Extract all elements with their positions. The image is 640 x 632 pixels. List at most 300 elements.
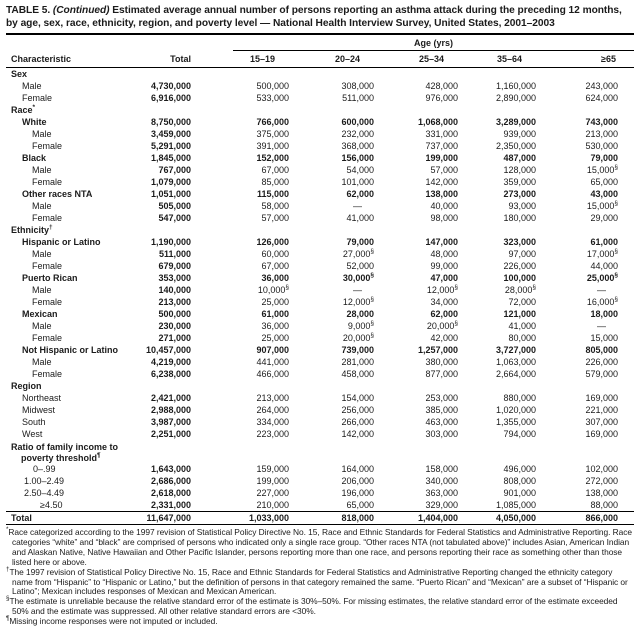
cell-35-64: 41,000: [508, 321, 536, 331]
cell-20-24: 256,000: [341, 405, 374, 415]
cell-15-19: 375,000: [256, 129, 289, 139]
cell-20-24: 156,000: [341, 153, 374, 163]
cell-35-64: 939,000: [503, 129, 536, 139]
cell-65plus: 221,000: [585, 405, 618, 415]
cell-65plus: [536, 284, 634, 296]
suppressed-value-dash: —: [353, 285, 362, 295]
cell-35-64: 273,000: [503, 189, 536, 199]
row-label: Female: [32, 177, 63, 187]
table-row: [6, 463, 634, 475]
cell-total: 2,421,000: [150, 393, 191, 403]
cell-total: 2,686,000: [150, 476, 191, 486]
row-label: Male: [32, 165, 52, 175]
table-row: [6, 140, 634, 152]
cell-65plus: 15,000§: [586, 164, 618, 175]
footnote-marker: *: [32, 104, 36, 111]
cell-65plus: 88,000: [590, 500, 618, 510]
cell-20-24: [289, 200, 374, 212]
cell-65plus: 44,000: [590, 261, 618, 271]
suppressed-value-dash: —: [597, 321, 606, 331]
table-row: [6, 332, 634, 344]
cell-35-64: 226,000: [503, 261, 536, 271]
cell-20-24: 27,000§: [342, 248, 374, 259]
continued-label: (Continued): [52, 5, 110, 16]
cell-15-19: 210,000: [256, 500, 289, 510]
cell-25-34: 385,000: [425, 405, 458, 415]
cell-25-34: 329,000: [425, 500, 458, 510]
cell-total: 271,000: [158, 333, 191, 343]
cell-35-64: 93,000: [508, 201, 536, 211]
cell-15-19: 85,000: [261, 177, 289, 187]
cell-25-34: 1,068,000: [417, 117, 458, 127]
cell-20-24: 9,000§: [347, 320, 374, 331]
cell-20-24: 232,000: [341, 129, 374, 139]
cell-total: 1,643,000: [150, 464, 191, 474]
cell-15-19: 334,000: [256, 417, 289, 427]
table-row: [6, 176, 634, 188]
table-row: [6, 128, 634, 140]
cell-65plus: [536, 320, 634, 332]
row-label: White: [22, 117, 47, 127]
cell-35-64: 2,890,000: [495, 93, 536, 103]
cell-20-24: 54,000: [346, 165, 374, 175]
row-label: 1.00–2.49: [24, 476, 65, 486]
cell-25-34: 142,000: [425, 177, 458, 187]
table-row: [6, 499, 634, 512]
cell-15-19: 213,000: [256, 393, 289, 403]
row-label: Mexican: [22, 309, 58, 319]
cell-20-24: 20,000§: [342, 332, 374, 343]
cell-25-34: 138,000: [425, 189, 458, 199]
section-label: Ethnicity†: [11, 224, 53, 235]
table-row: [6, 236, 634, 248]
cell-25-34: 98,000: [430, 213, 458, 223]
cell-total: 3,987,000: [150, 417, 191, 427]
cell-20-24: 79,000: [346, 237, 374, 247]
cell-total: 10,457,000: [145, 345, 191, 355]
row-label: Male: [32, 201, 52, 211]
cell-25-34: 380,000: [425, 357, 458, 367]
table-row: [6, 416, 634, 428]
cell-65plus: 213,000: [585, 129, 618, 139]
cell-20-24: 818,000: [289, 512, 374, 525]
unreliable-estimate-marker: §: [614, 248, 618, 255]
table-row: [6, 200, 634, 212]
age-group-spacer: [6, 35, 191, 51]
cell-25-34: 99,000: [430, 261, 458, 271]
table-row: [6, 284, 634, 296]
cell-25-34: 42,000: [430, 333, 458, 343]
section-label: Region: [11, 381, 42, 391]
cell-20-24: [289, 284, 374, 296]
cell-65plus: 866,000: [536, 512, 634, 525]
cell-total: 679,000: [158, 261, 191, 271]
cell-15-19: 67,000: [261, 165, 289, 175]
cell-20-24: 30,000§: [342, 272, 374, 283]
cell-25-34: 976,000: [425, 93, 458, 103]
row-label: Other races NTA: [22, 189, 93, 199]
row-label: Female: [32, 213, 63, 223]
row-label: Male: [32, 321, 52, 331]
unreliable-estimate-marker: §: [454, 284, 458, 291]
cell-35-64: 121,000: [503, 309, 536, 319]
cell-15-19: 441,000: [256, 357, 289, 367]
section-label: Race*: [11, 104, 36, 115]
cell-25-34: 40,000: [430, 201, 458, 211]
col-header-characteristic: Characteristic: [6, 51, 126, 68]
cell-20-24: 12,000§: [342, 296, 374, 307]
cell-total: 1,190,000: [150, 237, 191, 247]
cell-20-24: 62,000: [346, 189, 374, 199]
table-row: [6, 487, 634, 499]
row-label: Midwest: [22, 405, 56, 415]
cell-15-19: 57,000: [261, 213, 289, 223]
cell-15-19: 36,000: [261, 273, 289, 283]
cell-65plus: 43,000: [590, 189, 618, 199]
row-label: Female: [32, 141, 63, 151]
section-spacer: [126, 380, 634, 392]
row-label: Black: [22, 153, 47, 163]
cell-25-34: 48,000: [430, 249, 458, 259]
cell-20-24: 511,000: [342, 93, 374, 103]
cell-20-24: 600,000: [341, 117, 374, 127]
row-label: Female: [32, 333, 63, 343]
table-row: [6, 344, 634, 356]
cell-35-64: 1,355,000: [495, 417, 536, 427]
cell-35-64: 1,160,000: [495, 81, 536, 91]
cell-total: 1,845,000: [150, 153, 191, 163]
cell-20-24: 458,000: [341, 369, 374, 379]
section-spacer: [126, 224, 634, 236]
cell-total: 2,988,000: [150, 405, 191, 415]
footnote-marker: †: [49, 224, 53, 231]
cell-25-34: 303,000: [425, 429, 458, 439]
row-label: Hispanic or Latino: [22, 237, 101, 247]
unreliable-estimate-marker: §: [614, 164, 618, 171]
cell-15-19: 126,000: [256, 237, 289, 247]
cell-total: 11,647,000: [126, 512, 191, 525]
unreliable-estimate-marker: §: [614, 296, 618, 303]
cell-total: 3,459,000: [150, 129, 191, 139]
cell-total: 767,000: [158, 165, 191, 175]
cell-65plus: 624,000: [585, 93, 618, 103]
cell-total: 4,219,000: [150, 357, 191, 367]
cell-25-34: 158,000: [425, 464, 458, 474]
cell-20-24: 206,000: [341, 476, 374, 486]
cell-65plus: 579,000: [585, 369, 618, 379]
row-label: Female: [32, 261, 63, 271]
cell-15-19: 10,000§: [257, 284, 289, 295]
cell-65plus: 65,000: [590, 177, 618, 187]
cell-25-34: 20,000§: [426, 320, 458, 331]
cell-65plus: 169,000: [585, 393, 618, 403]
cell-25-34: 12,000§: [426, 284, 458, 295]
cell-35-64: 1,085,000: [495, 500, 536, 510]
age-group-row: [6, 35, 634, 51]
cell-25-34: 57,000: [430, 165, 458, 175]
cell-20-24: 368,000: [341, 141, 374, 151]
table-row: [6, 212, 634, 224]
section-label: Ratio of family income to poverty threshold¶: [11, 442, 119, 463]
cell-65plus: 79,000: [590, 153, 618, 163]
cell-35-64: 100,000: [503, 273, 536, 283]
cell-15-19: 25,000: [261, 333, 289, 343]
table-row: [6, 296, 634, 308]
col-header-25-34: 25–34: [374, 51, 458, 68]
age-group-label: Age (yrs): [233, 38, 634, 51]
cell-15-19: 152,000: [256, 153, 289, 163]
col-header-15-19: 15–19: [191, 51, 289, 68]
unreliable-estimate-marker: §: [614, 200, 618, 207]
footnote: ¶Missing income responses were not imputed or included.: [6, 615, 218, 627]
row-label: ≥4.50: [40, 500, 63, 510]
cell-total: 6,916,000: [150, 93, 191, 103]
cell-total: 1,079,000: [150, 177, 191, 187]
cell-35-64: 1,020,000: [495, 405, 536, 415]
cell-65plus: 243,000: [585, 81, 618, 91]
cell-35-64: 3,727,000: [495, 345, 536, 355]
cell-15-19: 500,000: [256, 81, 289, 91]
cell-65plus: 15,000§: [586, 200, 618, 211]
footnote: *Race categorized according to the 1997 revision of Statistical Policy Directive No. 15, Race and Ethnic Standards for Federal Statistics and Administrative Reporting. Race categories “white” and “black” are comprised of persons who indicated only a single race group. “Other races NTA (not tabulated above)” includes Asian, American Indian and Alaskan Native, Native Hawaiian and Other Pacific Islander, persons reporting more than one race, and persons reporting their race as something other than those listed here or above.: [6, 526, 633, 567]
cell-total: 500,000: [158, 309, 191, 319]
cell-15-19: 36,000: [261, 321, 289, 331]
cell-35-64: 880,000: [503, 393, 536, 403]
cell-20-24: 308,000: [341, 81, 374, 91]
cell-25-34: 877,000: [425, 369, 458, 379]
cell-15-19: 264,000: [256, 405, 289, 415]
row-label: Male: [32, 249, 52, 259]
cell-35-64: 1,063,000: [495, 357, 536, 367]
cell-25-34: 1,257,000: [417, 345, 458, 355]
cell-25-34: 331,000: [425, 129, 458, 139]
cell-65plus: 102,000: [585, 464, 618, 474]
col-header-total: Total: [126, 51, 191, 68]
cell-15-19: 58,000: [261, 201, 289, 211]
unreliable-estimate-marker: §: [285, 284, 289, 291]
row-label: Male: [32, 129, 52, 139]
cell-15-19: 533,000: [256, 93, 289, 103]
cell-35-64: 487,000: [503, 153, 536, 163]
row-label: Female: [32, 297, 63, 307]
col-header-20-24: 20–24: [289, 51, 374, 68]
row-label: Male: [22, 81, 42, 91]
unreliable-estimate-marker: §: [370, 248, 374, 255]
table-row: [6, 116, 634, 128]
cell-15-19: 115,000: [256, 189, 289, 199]
cell-35-64: 323,000: [503, 237, 536, 247]
row-label: Total: [6, 512, 126, 525]
unreliable-estimate-marker: §: [614, 272, 618, 279]
cell-total: 2,251,000: [150, 429, 191, 439]
cell-35-64: 2,664,000: [495, 369, 536, 379]
cell-20-24: 101,000: [341, 177, 374, 187]
table-row: [6, 188, 634, 200]
cell-15-19: 159,000: [256, 464, 289, 474]
section-row: [6, 224, 634, 236]
cell-20-24: 266,000: [341, 417, 374, 427]
footnote-marker: *: [6, 526, 9, 534]
table-row: [6, 368, 634, 380]
cell-65plus: 17,000§: [586, 248, 618, 259]
cell-65plus: 138,000: [585, 488, 618, 498]
column-header-row: [6, 51, 634, 68]
unreliable-estimate-marker: §: [454, 320, 458, 327]
cell-25-34: 1,404,000: [374, 512, 458, 525]
cell-20-24: 28,000: [346, 309, 374, 319]
table-row: [6, 272, 634, 284]
table-row: [6, 428, 634, 440]
table-row: [6, 475, 634, 487]
section-row: [6, 104, 634, 116]
cell-20-24: 52,000: [346, 261, 374, 271]
cell-15-19: 907,000: [256, 345, 289, 355]
section-row: [6, 440, 634, 463]
cell-35-64: 3,289,000: [495, 117, 536, 127]
table-row: [6, 308, 634, 320]
cell-65plus: 307,000: [585, 417, 618, 427]
unreliable-estimate-marker: §: [370, 296, 374, 303]
cell-65plus: 169,000: [585, 429, 618, 439]
cell-total: 2,331,000: [150, 500, 191, 510]
footnote-marker: ¶: [6, 615, 10, 623]
cell-15-19: 227,000: [256, 488, 289, 498]
col-header-35-64: 35–64: [458, 51, 536, 68]
table-caption: Estimated average annual number of persons reporting an asthma attack during the preceding 12 months, by age, sex, race, ethnicity, region, and poverty level — National Health Interview Survey, United States, 2001–2003: [6, 5, 622, 29]
cell-15-19: 1,033,000: [191, 512, 289, 525]
cell-25-34: 428,000: [425, 81, 458, 91]
cell-25-34: 147,000: [425, 237, 458, 247]
cell-total: 353,000: [158, 273, 191, 283]
section-spacer: [126, 104, 634, 116]
cell-35-64: 128,000: [503, 165, 536, 175]
row-label: 2.50–4.49: [24, 488, 65, 498]
cell-35-64: 901,000: [503, 488, 536, 498]
table-row: [6, 248, 634, 260]
table-row: [6, 320, 634, 332]
cell-25-34: 737,000: [425, 141, 458, 151]
cell-65plus: 272,000: [585, 476, 618, 486]
row-label: Not Hispanic or Latino: [22, 345, 119, 355]
unreliable-estimate-marker: §: [370, 332, 374, 339]
row-label: Male: [32, 285, 52, 295]
cell-35-64: 28,000§: [504, 284, 536, 295]
table-row: [6, 152, 634, 164]
footnote-marker: †: [6, 565, 10, 573]
cell-total: 140,000: [158, 285, 191, 295]
age-group-cell: [191, 35, 634, 51]
section-spacer: [126, 68, 634, 81]
unreliable-estimate-marker: §: [370, 272, 374, 279]
cell-35-64: 359,000: [503, 177, 536, 187]
cell-20-24: 196,000: [341, 488, 374, 498]
table-row: [6, 92, 634, 104]
cell-total: 1,051,000: [150, 189, 191, 199]
cell-total: 213,000: [158, 297, 191, 307]
footnote-marker: ¶: [97, 451, 101, 459]
cell-25-34: 199,000: [425, 153, 458, 163]
cell-20-24: 142,000: [341, 429, 374, 439]
cell-35-64: 72,000: [508, 297, 536, 307]
row-label: Male: [32, 357, 52, 367]
col-header-65plus: ≥65: [536, 51, 634, 68]
footnote: †The 1997 revision of Statistical Policy Directive No. 15, Race and Ethnic Standards for Federal Statistics and Administrative Reporting changed the ethnicity category name from “Hispanic” to “Hispanic or Latino,” but the definition of persons in that category remained the same. “Puerto Rican” and “Mexican” are a subset of “Hispanic or Latino”; Mexican includes responses of Mexican and Mexican American.: [6, 565, 628, 597]
footnote: §The estimate is unreliable because the relative standard error of the estimate is 30%–50%. For missing estimates, the relative standard error of the estimate exceeded 50% and the estimate was suppressed. All other relative standard errors are <30%.: [6, 595, 618, 617]
cell-25-34: 47,000: [430, 273, 458, 283]
table-body: [6, 68, 634, 525]
cell-25-34: 62,000: [430, 309, 458, 319]
cell-total: 230,000: [158, 321, 191, 331]
cell-35-64: 4,050,000: [458, 512, 536, 525]
cell-20-24: 65,000: [346, 500, 374, 510]
cell-15-19: 67,000: [261, 261, 289, 271]
cell-35-64: 2,350,000: [495, 141, 536, 151]
table-number: TABLE 5.: [6, 5, 51, 16]
section-row: [6, 68, 634, 81]
cell-65plus: 530,000: [585, 141, 618, 151]
cell-15-19: 61,000: [261, 309, 289, 319]
cell-total: 511,000: [158, 249, 191, 259]
table-row: [6, 80, 634, 92]
cell-total: 6,238,000: [150, 369, 191, 379]
cell-65plus: 15,000: [590, 333, 618, 343]
cell-total: 8,750,000: [150, 117, 191, 127]
row-label: Puerto Rican: [22, 273, 78, 283]
cell-total: 547,000: [158, 213, 191, 223]
cell-15-19: 223,000: [256, 429, 289, 439]
table-row: [6, 164, 634, 176]
suppressed-value-dash: —: [353, 201, 362, 211]
row-label: Northeast: [22, 393, 62, 403]
cell-35-64: 80,000: [508, 333, 536, 343]
row-label: 0–.99: [33, 464, 56, 474]
cell-35-64: 808,000: [503, 476, 536, 486]
cell-25-34: 253,000: [425, 393, 458, 403]
cell-25-34: 463,000: [425, 417, 458, 427]
cell-20-24: 41,000: [346, 213, 374, 223]
footnotes: [6, 528, 634, 627]
table-row: [6, 404, 634, 416]
suppressed-value-dash: —: [597, 285, 606, 295]
table-row: [6, 392, 634, 404]
row-label: West: [22, 429, 43, 439]
table-row: [6, 512, 634, 525]
cell-65plus: 29,000: [590, 213, 618, 223]
cell-15-19: 466,000: [256, 369, 289, 379]
unreliable-estimate-marker: §: [532, 284, 536, 291]
cell-65plus: 743,000: [585, 117, 618, 127]
row-label: Female: [22, 93, 53, 103]
cell-20-24: 164,000: [341, 464, 374, 474]
unreliable-estimate-marker: §: [370, 320, 374, 327]
cell-35-64: 97,000: [508, 249, 536, 259]
cell-15-19: 391,000: [256, 141, 289, 151]
section-spacer: [126, 440, 634, 463]
cell-total: 2,618,000: [150, 488, 191, 498]
cell-total: 4,730,000: [150, 81, 191, 91]
row-label: Female: [32, 369, 63, 379]
cell-35-64: 180,000: [503, 213, 536, 223]
cell-65plus: 18,000: [590, 309, 618, 319]
row-label: South: [22, 417, 46, 427]
cell-35-64: 794,000: [503, 429, 536, 439]
cell-65plus: 226,000: [585, 357, 618, 367]
footnote-marker: §: [6, 595, 10, 603]
cell-15-19: 766,000: [256, 117, 289, 127]
cell-65plus: 61,000: [590, 237, 618, 247]
cell-20-24: 739,000: [341, 345, 374, 355]
cell-15-19: 60,000: [261, 249, 289, 259]
